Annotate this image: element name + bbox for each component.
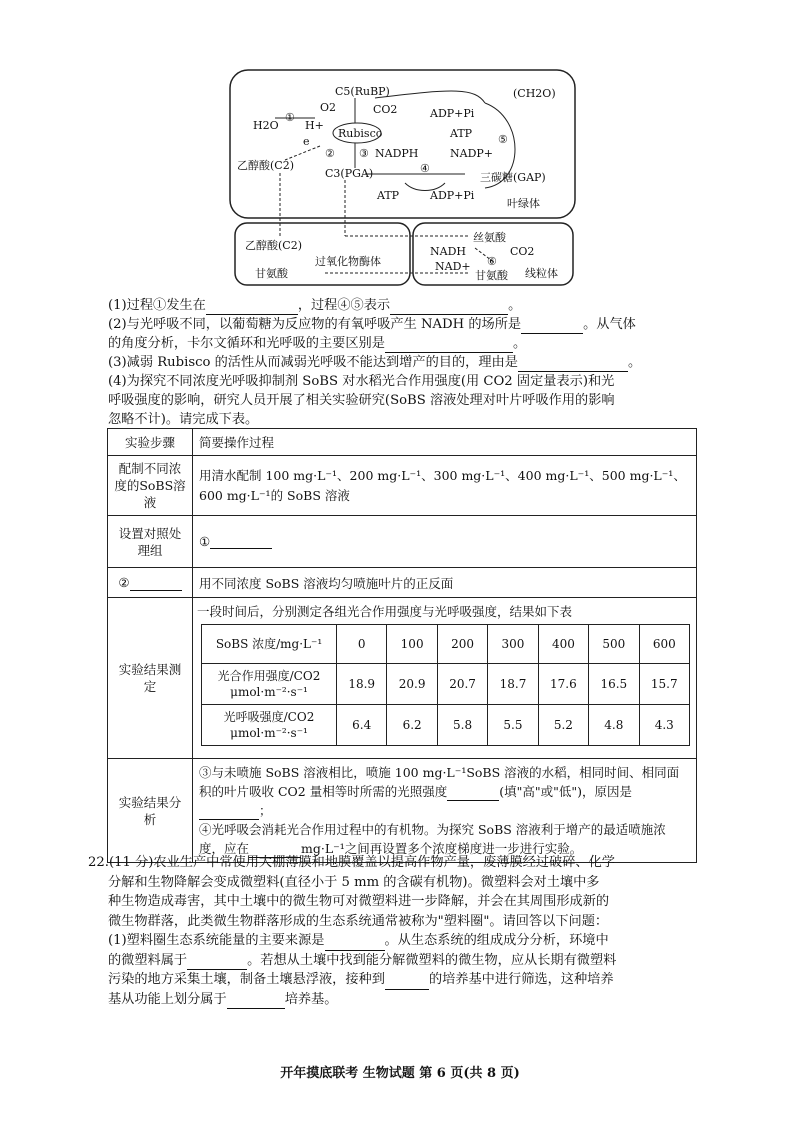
rubisco-label: Rubisco bbox=[338, 127, 383, 140]
pga-label: C3(PGA) bbox=[325, 167, 374, 180]
resp-cell: 6.2 bbox=[387, 705, 437, 746]
per-glycolate-label: 乙醇酸(C2) bbox=[245, 239, 302, 252]
nadp-label: NADP+ bbox=[450, 147, 494, 160]
photorespiration-diagram bbox=[225, 68, 580, 298]
row1-step: 配制不同浓度的SoBS溶液 bbox=[108, 456, 193, 516]
resp-head: 光呼吸强度/CO2 μmol·m⁻²·s⁻¹ bbox=[202, 705, 337, 746]
e-label: e bbox=[303, 135, 310, 148]
row2-cell: ① bbox=[193, 516, 697, 568]
answer-blank[interactable] bbox=[521, 319, 583, 334]
conc-cell: 600 bbox=[639, 625, 689, 664]
chloroplast-label: 叶绿体 bbox=[507, 197, 540, 210]
co2-label: CO2 bbox=[373, 103, 398, 116]
conc-cell: 100 bbox=[387, 625, 437, 664]
resp-cell: 5.2 bbox=[538, 705, 588, 746]
answer-blank[interactable] bbox=[187, 955, 247, 970]
col-head: SoBS 浓度/mg·L⁻¹ bbox=[202, 625, 337, 664]
answer-blank[interactable] bbox=[199, 805, 259, 820]
row5-step: 实验结果分析 bbox=[108, 759, 193, 863]
row4-cell bbox=[193, 598, 697, 759]
row3-step: ② bbox=[108, 568, 193, 598]
resp-cell: 6.4 bbox=[337, 705, 387, 746]
photo-cell: 18.7 bbox=[488, 664, 538, 705]
mitochondrion-label: 线粒体 bbox=[525, 267, 558, 280]
header-process: 简要操作过程 bbox=[193, 429, 697, 456]
question-4: (4)为探究不同浓度光呼吸抑制剂 SoBS 对水稻光合作用强度(用 CO2 固定量表示)和光 呼吸强度的影响，研究人员开展了相关实验研究(SoBS 溶液处理对叶片呼吸作用的影响 忽略不计)。请完成下表。 bbox=[108, 374, 615, 427]
answer-blank[interactable] bbox=[385, 975, 429, 990]
nadh-label: NADH bbox=[430, 245, 466, 258]
gap-label: 三碳糖(GAP) bbox=[480, 171, 546, 184]
mito-glycine-label: 甘氨酸 bbox=[475, 269, 508, 282]
circle-4: ④ bbox=[420, 162, 430, 175]
atp-bottom-label: ATP bbox=[377, 189, 400, 202]
photo-cell: 15.7 bbox=[639, 664, 689, 705]
question-2: (2)与光呼吸不同，以葡萄糖为反应物的有氧呼吸产生 NADH 的场所是 。从气体 的角度分析，卡尔文循环和光呼吸的主要区别是 。 bbox=[108, 317, 636, 351]
o2-label: O2 bbox=[320, 101, 337, 114]
experiment-table bbox=[107, 428, 697, 863]
resp-cell: 4.8 bbox=[589, 705, 639, 746]
answer-blank[interactable] bbox=[325, 936, 385, 951]
circle-5: ⑤ bbox=[498, 133, 508, 146]
circle-6: ⑥ bbox=[487, 255, 497, 268]
per-glycine-label: 甘氨酸 bbox=[255, 267, 288, 280]
row4-step: 实验结果测定 bbox=[108, 598, 193, 759]
resp-cell: 5.5 bbox=[488, 705, 538, 746]
photo-cell: 16.5 bbox=[589, 664, 639, 705]
circle-3: ③ bbox=[359, 147, 369, 160]
adp-pi-top-label: ADP+Pi bbox=[430, 107, 475, 120]
circle-2: ② bbox=[325, 147, 335, 160]
circle-1: ① bbox=[285, 111, 295, 124]
photo-cell: 17.6 bbox=[538, 664, 588, 705]
photo-cell: 20.7 bbox=[437, 664, 487, 705]
conc-cell: 400 bbox=[538, 625, 588, 664]
resp-cell: 5.8 bbox=[437, 705, 487, 746]
header-step: 实验步骤 bbox=[108, 429, 193, 456]
conc-cell: 500 bbox=[589, 625, 639, 664]
nad-label: NAD+ bbox=[435, 260, 471, 273]
answer-blank[interactable] bbox=[130, 576, 182, 591]
question-22: 22.(11 分)农业生产中常使用大棚薄膜和地膜覆盖以提高作物产量，废薄膜经过破碎、化学 分解和生物降解会变成微塑料(直径小于 5 mm 的含碳有机物)。微塑料会对土壤中多 种生物造成毒害，其中土壤中的微生物可对微塑料进一步降解，并会在其周围形成新的 微生物群落，此类微生物群落形成的生态系统通常被称为"塑料圈"。请回答以下问题： (1)塑料圈生态系统能量的主要来源是 。从生态系统的组成成分分析，环境中 的微塑料属于 。若想从土壤中找到能分解微塑料的微生物，应从长期有微塑料 污染的地方采集土壤，制备土壤悬浮液，接种到 的培养基中进行筛选，这种培养 基从功能上划分属于 培养基。 bbox=[88, 853, 708, 1009]
answer-blank[interactable] bbox=[206, 300, 298, 315]
atp-top-label: ATP bbox=[450, 127, 473, 140]
conc-cell: 200 bbox=[437, 625, 487, 664]
answer-blank[interactable] bbox=[518, 357, 628, 372]
page-footer: 开年摸底联考 生物试题 第 6 页(共 8 页) bbox=[280, 1066, 520, 1081]
resp-cell: 4.3 bbox=[639, 705, 689, 746]
answer-blank[interactable] bbox=[385, 338, 513, 353]
glycolate-label: 乙醇酸(C2) bbox=[237, 159, 294, 172]
row3-text: 用不同浓度 SoBS 溶液均匀喷施叶片的正反面 bbox=[193, 568, 697, 598]
photo-head: 光合作用强度/CO2 μmol·m⁻²·s⁻¹ bbox=[202, 664, 337, 705]
question-3: (3)减弱 Rubisco 的活性从而减弱光呼吸不能达到增产的目的，理由是 。 bbox=[108, 355, 642, 370]
row1-text: 用清水配制 100 mg·L⁻¹、200 mg·L⁻¹、300 mg·L⁻¹、400 mg·L⁻¹、500 mg·L⁻¹、600 mg·L⁻¹的 SoBS 溶液 bbox=[193, 456, 697, 516]
photo-cell: 18.9 bbox=[337, 664, 387, 705]
question-1: (1)过程①发生在 ，过程④⑤表示 。 bbox=[108, 298, 522, 313]
conc-cell: 0 bbox=[337, 625, 387, 664]
answer-blank[interactable] bbox=[227, 994, 285, 1009]
serine-label: 丝氨酸 bbox=[473, 231, 506, 244]
row5-cell: ③与未喷施 SoBS 溶液相比，喷施 100 mg·L⁻¹SoBS 溶液的水稻，相同时间、相同面积的叶片吸收 CO2 量相等时所需的光照强度 (填"高"或"低")，原因是； ④光呼吸会消耗光合作用过程中的有机物。为探究 SoBS 溶液利于增产的最适喷施浓度，应在 mg·L⁻¹之间再设置多个浓度梯度进一步进行实验。 bbox=[193, 759, 697, 863]
ch2o-label: (CH2O) bbox=[513, 87, 556, 100]
mito-co2-label: CO2 bbox=[510, 245, 535, 258]
row4-intro: 一段时间后，分别测定各组光合作用强度与光呼吸强度，结果如下表 bbox=[197, 604, 573, 619]
nadph-label: NADPH bbox=[375, 147, 419, 160]
h2o-label: H2O bbox=[253, 119, 279, 132]
peroxisome-label: 过氧化物酶体 bbox=[315, 255, 381, 268]
row2-step: 设置对照处理组 bbox=[108, 516, 193, 568]
hplus-label: H+ bbox=[305, 119, 324, 132]
adp-pi-bottom-label: ADP+Pi bbox=[430, 189, 475, 202]
answer-blank[interactable] bbox=[210, 534, 272, 549]
results-table bbox=[201, 624, 690, 746]
answer-blank[interactable] bbox=[447, 786, 499, 801]
answer-blank[interactable] bbox=[390, 300, 508, 315]
conc-cell: 300 bbox=[488, 625, 538, 664]
rubp-label: C5(RuBP) bbox=[335, 85, 390, 98]
photo-cell: 20.9 bbox=[387, 664, 437, 705]
